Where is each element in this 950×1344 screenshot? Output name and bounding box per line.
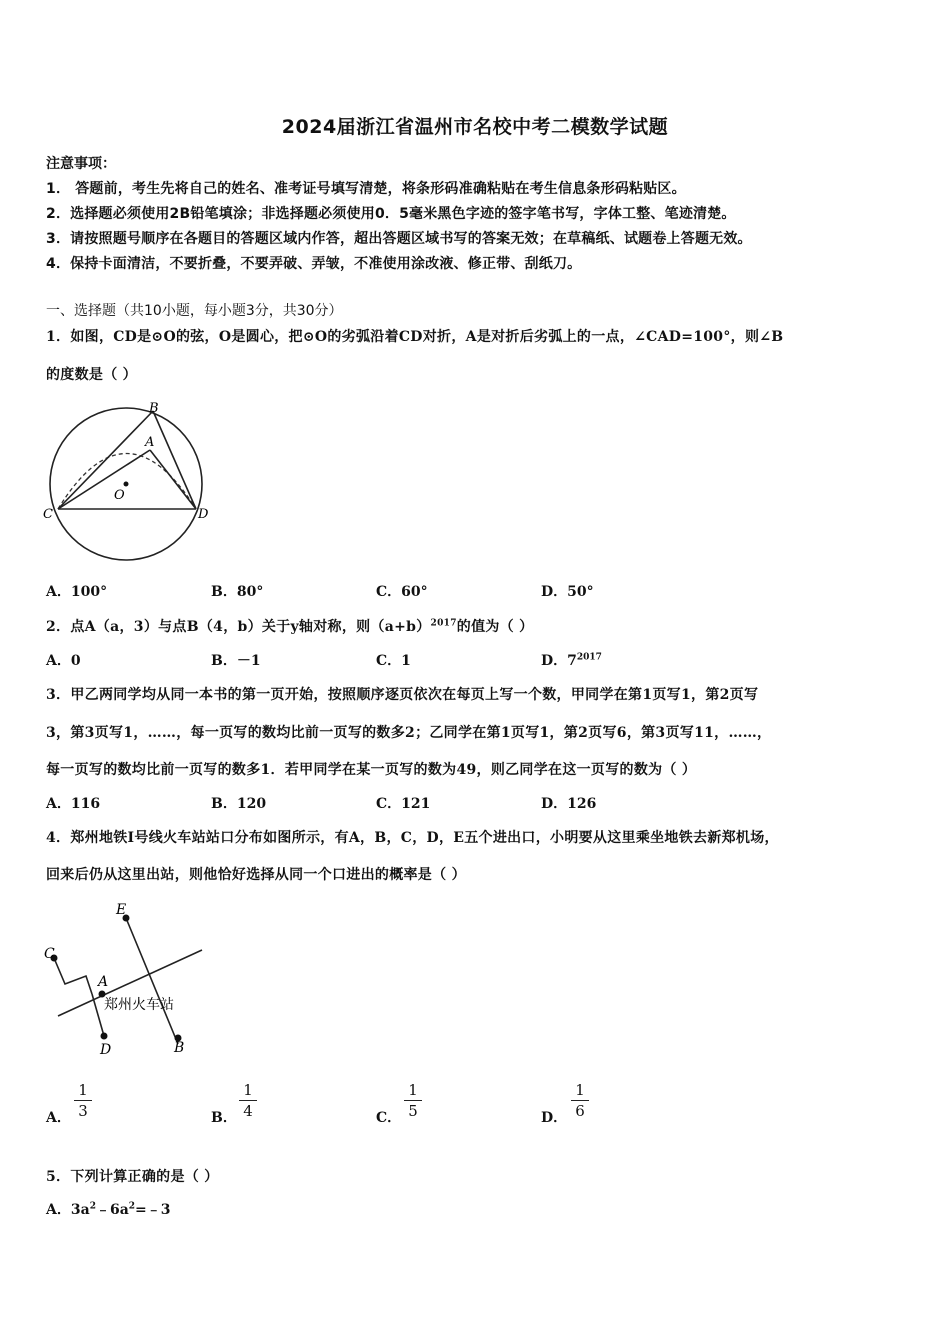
q5-option-a-exp1: 2 [89, 1201, 96, 1212]
q3-option-a: A．116 [46, 796, 101, 812]
page-title: 2024届浙江省温州市名校中考二模数学试题 [281, 116, 669, 138]
label-c: C [43, 507, 53, 522]
q2-exponent: 2017 [430, 618, 457, 629]
segment-ca [58, 450, 150, 509]
q1-option-b: B．80° [211, 584, 264, 600]
q1-stem-line2: 的度数是（ ） [46, 367, 137, 383]
q2-text-b: 的值为（ ） [456, 619, 534, 635]
label-a: A [145, 435, 155, 450]
q3-stem-line3: 每一页写的数均比前一页写的数多1．若甲同学在某一页写的数为49，则乙同学在这一页写的数为（ ） [46, 762, 697, 778]
label-e: E [116, 902, 127, 918]
q4-option-a-fraction [74, 1081, 92, 1120]
notice-item: 1． 答题前，考生先将自己的姓名、准考证号填写清楚，将条形码准确粘贴在考生信息条形码粘贴区。 [46, 181, 686, 197]
q5-option-a-part3: =﹣3 [135, 1202, 171, 1218]
q5-option-a-exp2: 2 [128, 1201, 136, 1212]
station-label: 郑州火车站 [104, 997, 174, 1013]
segment-ad [150, 450, 196, 509]
q2-option-b: B．－1 [211, 653, 261, 669]
q2-option-d-exponent: 2017 [576, 652, 602, 663]
label-d: D [100, 1042, 112, 1058]
q2-option-c: C．1 [376, 653, 411, 669]
denominator: 5 [408, 1102, 418, 1120]
q2-option-d-text: D．7 [541, 653, 577, 669]
q1-option-c: C．60° [376, 584, 428, 600]
label-c: C [44, 946, 55, 962]
q2-text-a: 2．点A（a，3）与点B（4，b）关于y轴对称，则（a+b） [46, 619, 431, 635]
numerator: 1 [408, 1081, 418, 1099]
q5-option-a-part2: ﹣6a [95, 1202, 129, 1218]
q5-option-a-part1: A．3a [46, 1202, 90, 1218]
q4-option-d-fraction [571, 1081, 589, 1120]
q2-option-a: A．0 [46, 653, 81, 669]
q1-circle-figure [40, 398, 220, 566]
label-b: B [174, 1040, 185, 1056]
q3-option-c: C．121 [376, 796, 431, 812]
q4-option-b-label: B． [211, 1110, 237, 1126]
q4-option-c-fraction [404, 1081, 422, 1120]
q4-stem-line1: 4．郑州地铁Ⅰ号线火车站站口分布如图所示，有A，B，C，D，E五个进出口，小明要从这里乘坐地铁去新郑机场， [46, 830, 779, 846]
q1-stem-line1: 1．如图，CD是⊙O的弦，O是圆心，把⊙O的劣弧沿着CD对折，A是对折后劣弧上的一点，∠CAD=100°，则∠B [46, 329, 784, 345]
section-heading: 一、选择题（共10小题，每小题3分，共30分） [46, 303, 343, 319]
numerator: 1 [243, 1081, 253, 1099]
label-b: B [149, 401, 159, 416]
label-d: D [198, 507, 209, 522]
denominator: 6 [575, 1102, 585, 1120]
q3-option-b: B．120 [211, 796, 267, 812]
q3-stem-line1: 3．甲乙两同学均从同一本书的第一页开始，按照顺序逐页依次在每页上写一个数，甲同学在第1页写1，第2页写 [46, 687, 759, 703]
q2-stem [46, 616, 533, 636]
q4-option-d-label: D． [541, 1110, 568, 1126]
notice-item: 3．请按照题号顺序在各题目的答题区域内作答，超出答题区域书写的答案无效；在草稿纸、试题卷上答题无效。 [46, 231, 752, 247]
notice-heading: 注意事项： [46, 156, 116, 172]
exit-path-c [54, 958, 92, 994]
label-a: A [98, 974, 109, 990]
q3-option-d: D．126 [541, 796, 597, 812]
denominator: 4 [243, 1102, 253, 1120]
denominator: 3 [78, 1102, 88, 1120]
numerator: 1 [78, 1081, 88, 1099]
q3-stem-line2: 3，第3页写1，……，每一页写的数均比前一页写的数多2；乙同学在第1页写1，第2页写6，第3页写11，……， [46, 725, 772, 741]
segment-cb [58, 411, 153, 509]
numerator: 1 [575, 1081, 585, 1099]
q4-option-c-label: C． [376, 1110, 402, 1126]
q1-option-d: D．50° [541, 584, 594, 600]
exit-path-d [92, 994, 104, 1036]
q5-stem: 5．下列计算正确的是（ ） [46, 1169, 219, 1185]
label-o: O [114, 488, 125, 503]
q4-station-map [40, 898, 210, 1063]
q4-option-a-label: A． [46, 1110, 71, 1126]
exit-d-point [101, 1033, 108, 1040]
q5-option-a [46, 1199, 171, 1219]
q2-option-d [541, 650, 602, 670]
q4-stem-line2: 回来后仍从这里出站，则他恰好选择从同一个口进出的概率是（ ） [46, 867, 466, 883]
notice-item: 2．选择题必须使用2B铅笔填涂；非选择题必须使用0．5毫米黑色字迹的签字笔书写，字体工整、笔迹清楚。 [46, 206, 736, 222]
center-point-o [124, 482, 129, 487]
q1-option-a: A．100° [46, 584, 108, 600]
notice-item: 4．保持卡面清洁，不要折叠，不要弄破、弄皱，不准使用涂改液、修正带、刮纸刀。 [46, 256, 582, 272]
q4-option-b-fraction [239, 1081, 257, 1120]
